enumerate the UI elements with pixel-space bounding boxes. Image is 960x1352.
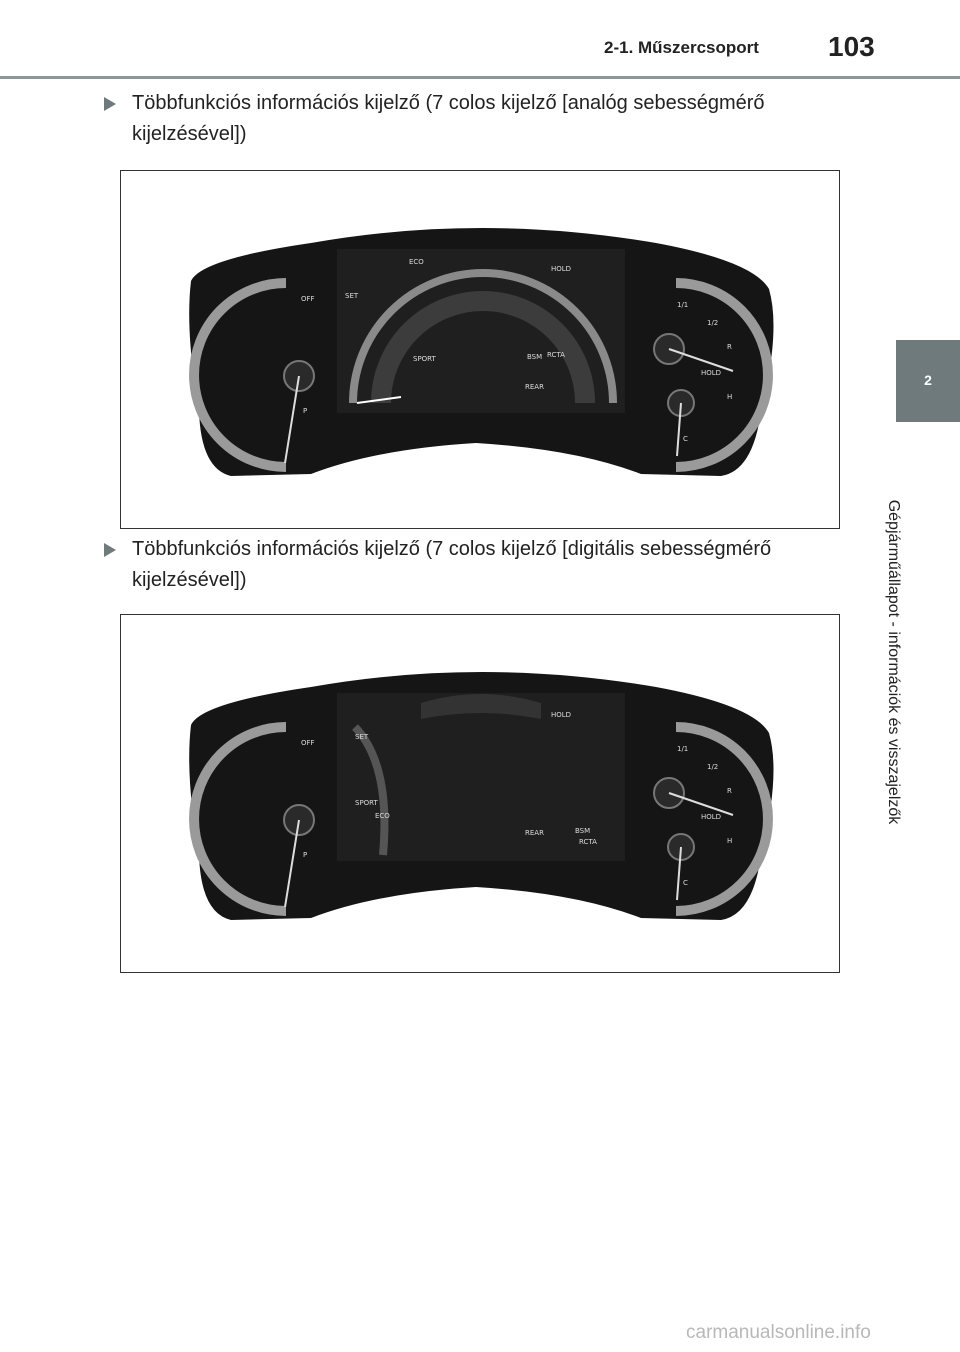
label-bsm: BSM	[575, 827, 591, 835]
label-p: P	[303, 407, 308, 415]
bullet-analog	[104, 88, 824, 150]
label-rear: REAR	[525, 829, 544, 837]
figure-analog-cluster	[120, 170, 840, 529]
label-off-left: OFF	[301, 739, 315, 747]
bullet-text-line1: Többfunkciós információs kijelző (7 colos kijelző [analóg sebességmérő	[132, 92, 765, 114]
label-rcta: RCTA	[579, 838, 597, 846]
label-eco: ECO	[409, 258, 424, 266]
header-section-title: 2-1. Műszercsoport	[604, 38, 759, 57]
label-off-left: OFF	[301, 295, 315, 303]
bullet-arrow-icon	[104, 97, 116, 111]
page-number: 103	[828, 31, 875, 62]
label-fuel-half: 1/2	[707, 763, 719, 771]
chapter-number: 2	[924, 372, 932, 388]
label-h: H	[727, 837, 733, 845]
bullet-text-line2: kijelzésével])	[132, 123, 247, 145]
label-sport: SPORT	[355, 799, 378, 807]
label-set: SET	[345, 292, 359, 300]
label-rear: REAR	[525, 383, 544, 391]
header-rule	[0, 76, 960, 79]
label-r: R	[727, 787, 732, 795]
bullet-arrow-icon	[104, 543, 116, 557]
label-hold-right: HOLD	[701, 813, 722, 821]
label-c: C	[683, 435, 688, 443]
label-r: R	[727, 343, 732, 351]
label-fuel-full: 1/1	[677, 301, 689, 309]
figure-digital-cluster	[120, 614, 840, 973]
label-hold-top: HOLD	[551, 711, 572, 719]
label-rcta: RCTA	[547, 351, 565, 359]
label-hold-top: HOLD	[551, 265, 572, 273]
digital-cluster-illustration	[121, 615, 839, 972]
label-eco: ECO	[375, 812, 390, 820]
label-fuel-half: 1/2	[707, 319, 719, 327]
bullet-digital	[104, 534, 824, 596]
bullet-text-line2: kijelzésével])	[132, 569, 247, 591]
label-fuel-full: 1/1	[677, 745, 689, 753]
label-h: H	[727, 393, 733, 401]
label-set: SET	[355, 733, 369, 741]
bullet-text-line1: Többfunkciós információs kijelző (7 colos kijelző [digitális sebességmérő	[132, 538, 772, 560]
label-sport: SPORT	[413, 355, 436, 363]
label-p: P	[303, 851, 308, 859]
chapter-title: Gépjárműállapot - információk és visszajelzők	[885, 499, 902, 825]
label-c: C	[683, 879, 688, 887]
analog-cluster-illustration	[121, 171, 839, 528]
label-bsm: BSM	[527, 353, 543, 361]
label-hold-right: HOLD	[701, 369, 722, 377]
watermark: carmanualsonline.info	[686, 1322, 871, 1343]
